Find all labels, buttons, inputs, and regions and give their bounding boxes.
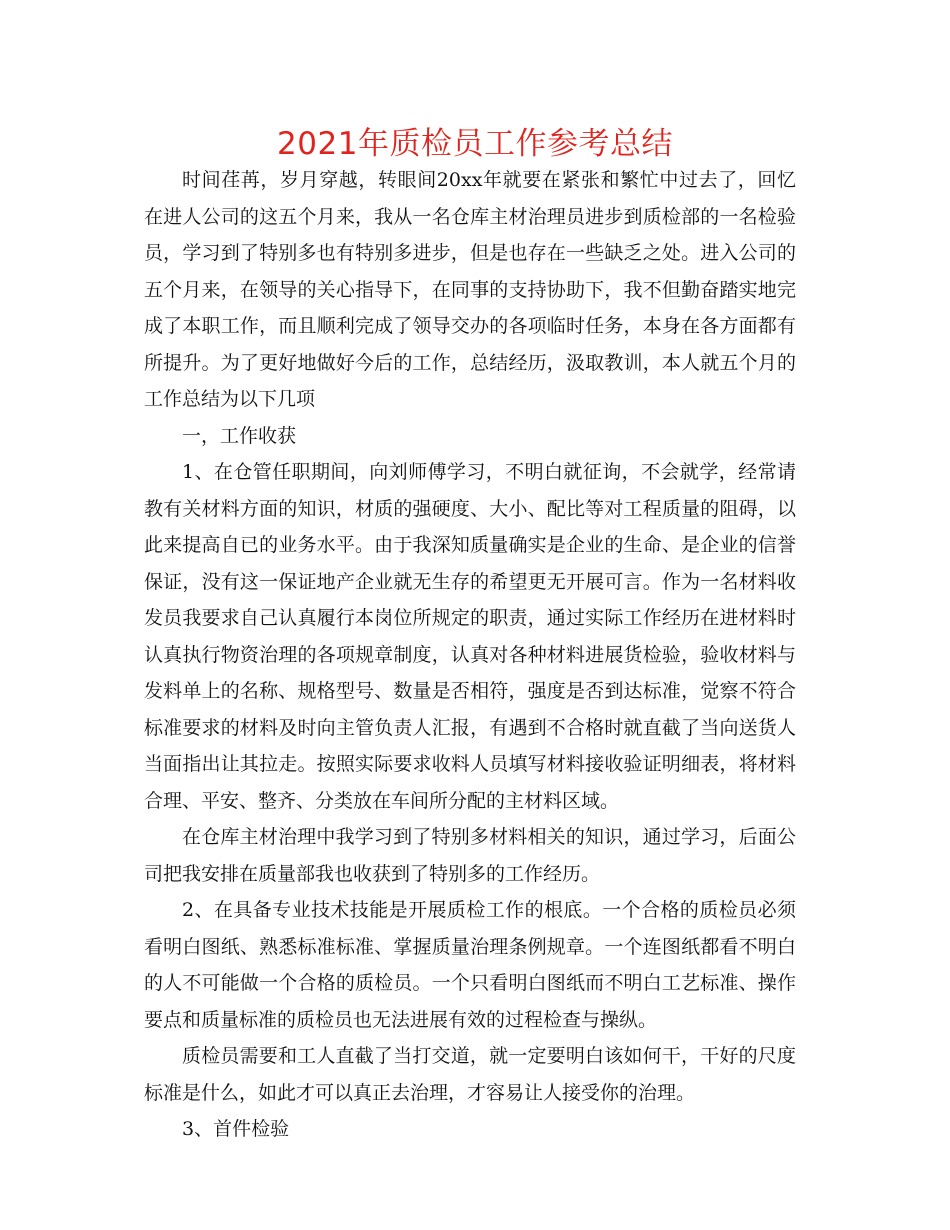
section-heading-first-article-inspection: 3、首件检验	[182, 1118, 290, 1140]
document-title: 2021年质检员工作参考总结	[277, 126, 673, 162]
paragraph-inspector-workers: 质检员需要和工人直截了当打交道，就一定要明白该如何干，干好的尺度标准是什么，如此才可以真正去治理，才容易让人接受你的治理。	[144, 1045, 796, 1104]
intro-paragraph: 时间荏苒，岁月穿越，转眼间20xx年就要在紧张和繁忙中过去了，回忆在进人公司的这五个月来，我从一名仓库主材治理员进步到质检部的一名检验员，学习到了特别多也有特别多进步，但是也存在一些缺乏之处。进入公司的五个月来，在领导的关心指导下，在同事的支持协助下，我不但勤奋踏实地完成了本职工作，而且顺利完成了领导交办的各项临时任务，本身在各方面都有所提升。为了更好地做好今后的工作，总结经历，汲取教训，本人就五个月的工作总结为以下几项	[144, 169, 796, 410]
document-body	[144, 162, 796, 1148]
paragraph-warehouse-learning: 在仓库主材治理中我学习到了特别多材料相关的知识，通过学习，后面公司把我安排在质量部我也收获到了特别多的工作经历。	[144, 826, 796, 885]
paragraph-item-2: 2、在具备专业技术技能是开展质检工作的根底。一个合格的质检员必须看明白图纸、熟悉标准标准、掌握质量治理条例规章。一个连图纸都看不明白的人不可能做一个合格的质检员。一个只看明白图纸而不明白工艺标准、操作要点和质量标准的质检员也无法进展有效的过程检查与操纵。	[144, 899, 796, 1031]
paragraph-item-1: 1、在仓管任职期间，向刘师傅学习，不明白就征询，不会就学，经常请教有关材料方面的知识，材质的强硬度、大小、配比等对工程质量的阻碍，以此来提高自已的业务水平。由于我深知质量确实是企业的生命、是企业的信誉保证，没有这一保证地产企业就无生存的希望更无开展可言。作为一名材料收发员我要求自己认真履行本岗位所规定的职责，通过实际工作经历在进材料时认真执行物资治理的各项规章制度，认真对各种材料进展货检验，验收材料与发料单上的名称、规格型号、数量是否相符，强度是否到达标准，觉察不符合标准要求的材料及时向主管负责人汇报，有遇到不合格时就直截了当向送货人当面指出让其拉走。按照实际要求收料人员填写材料接收验证明细表，将材料合理、平安、整齐、分类放在车间所分配的主材料区域。	[144, 461, 796, 812]
section-heading-work-gains: 一，工作收获	[182, 424, 297, 447]
